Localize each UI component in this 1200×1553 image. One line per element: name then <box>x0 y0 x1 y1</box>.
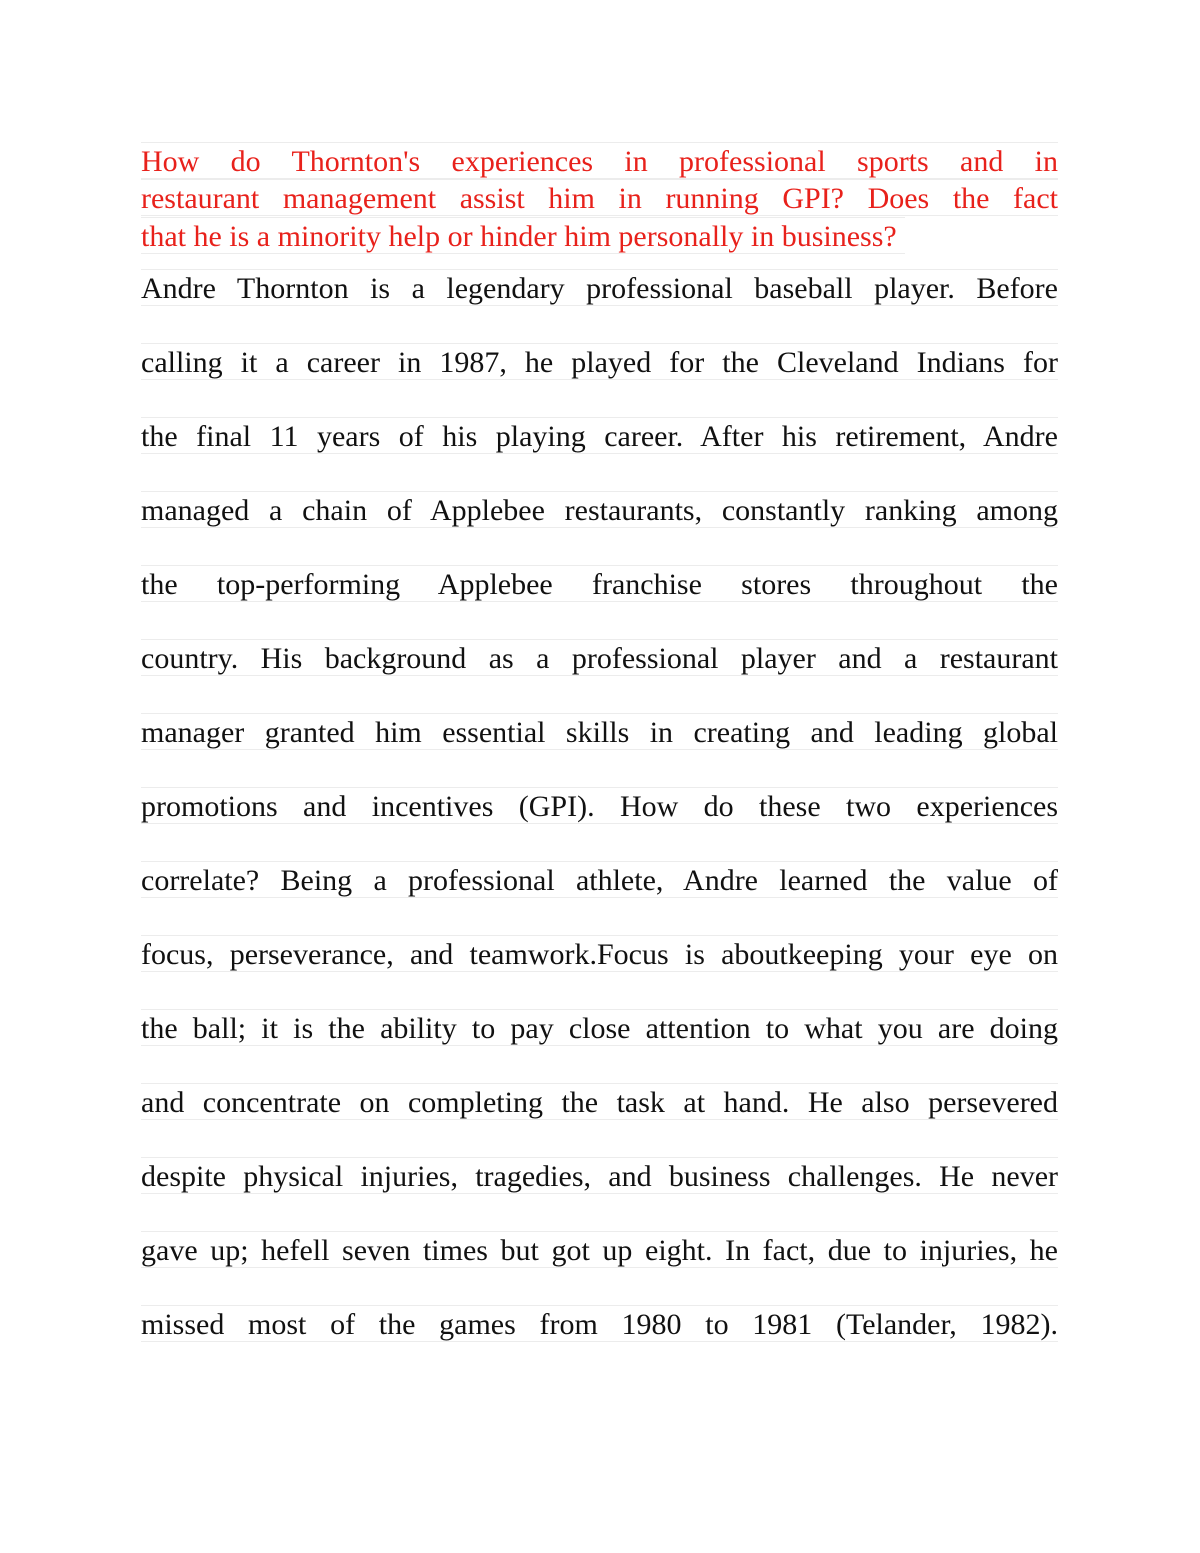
question-line: How do Thornton's experiences in professional sports and in <box>141 142 1058 179</box>
body-line: gave up; hefell seven times but got up eight. In fact, due to injuries, he <box>141 1231 1058 1268</box>
body-line: manager granted him essential skills in creating and leading global <box>141 713 1058 750</box>
body-line: promotions and incentives (GPI). How do these two experiences <box>141 787 1058 824</box>
body-line: missed most of the games from 1980 to 1981 (Telander, 1982). <box>141 1305 1058 1342</box>
body-line: the final 11 years of his playing career. After his retirement, Andre <box>141 417 1058 454</box>
body-line: the top-performing Applebee franchise stores throughout the <box>141 565 1058 602</box>
body-line: focus, perseverance, and teamwork.Focus is aboutkeeping your eye on <box>141 935 1058 972</box>
body-line: despite physical injuries, tragedies, and business challenges. He never <box>141 1157 1058 1194</box>
body-line: country. His background as a professional player and a restaurant <box>141 639 1058 676</box>
body-line: the ball; it is the ability to pay close attention to what you are doing <box>141 1009 1058 1046</box>
body-line: managed a chain of Applebee restaurants, constantly ranking among <box>141 491 1058 528</box>
body-line: and concentrate on completing the task at hand. He also persevered <box>141 1083 1058 1120</box>
body-line: Andre Thornton is a legendary professional baseball player. Before <box>141 269 1058 306</box>
question-line: that he is a minority help or hinder him personally in business? <box>141 217 905 254</box>
body-line: correlate? Being a professional athlete, Andre learned the value of <box>141 861 1058 898</box>
body-line: calling it a career in 1987, he played for the Cleveland Indians for <box>141 343 1058 380</box>
question-line: restaurant management assist him in running GPI? Does the fact <box>141 179 1058 216</box>
